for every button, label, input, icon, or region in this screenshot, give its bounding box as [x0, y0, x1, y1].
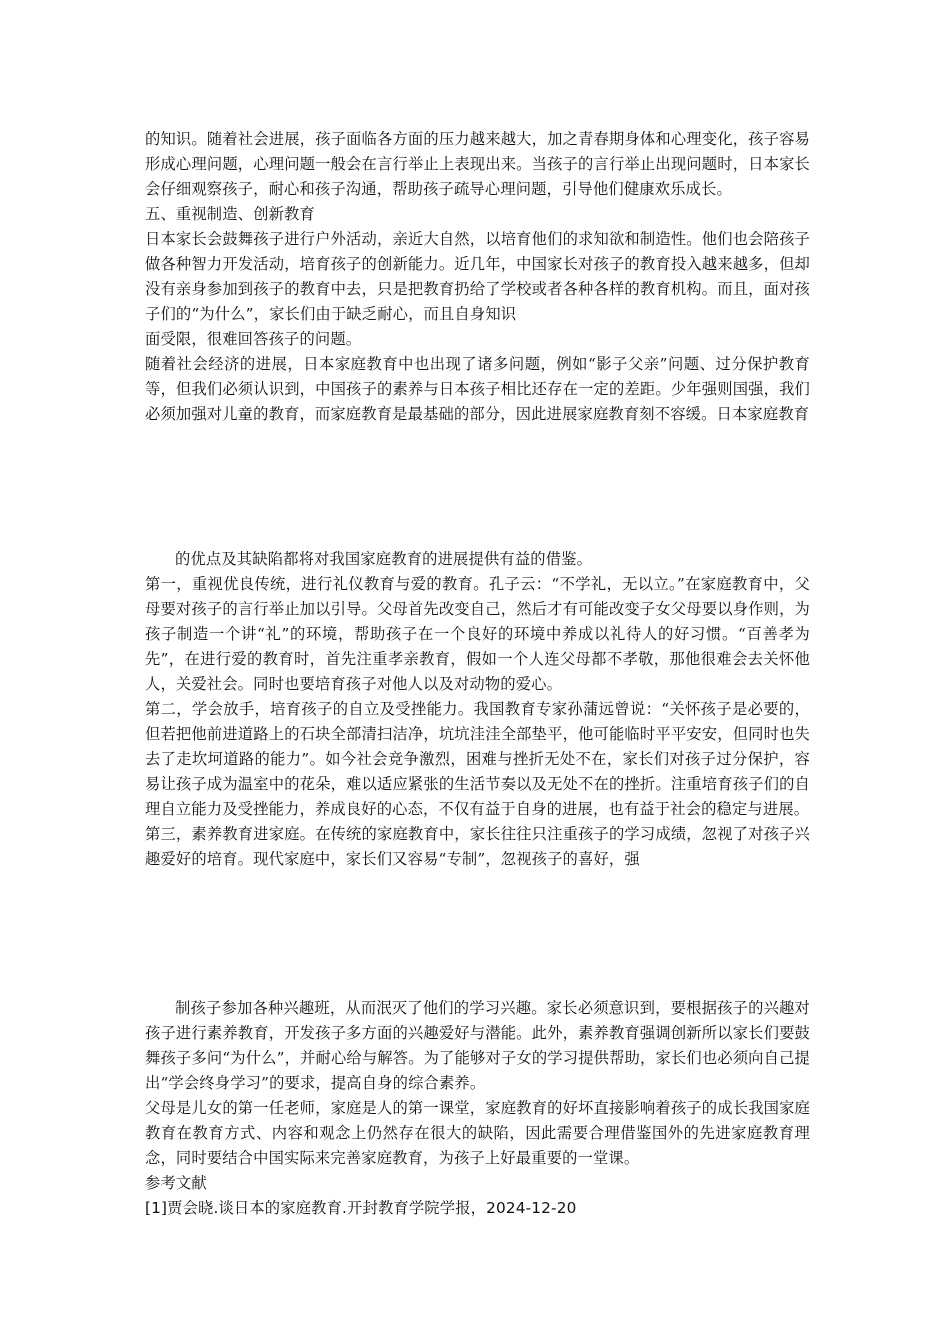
references-heading: 参考文献 — [145, 1174, 207, 1192]
paragraph: 第二，学会放手，培育孩子的自立及受挫能力。我国教育专家孙蒲远曾说：“关怀孩子是必要的，但若把他前进道路上的石块全部清扫洁净，坑坑洼洼全部垫平，他可能临时平平安安，但同时也失去了走坎坷道路的能力”。如今社会竞争激烈，困难与挫折无处不在，家长们对孩子过分保护，容易让孩子成为温室中的花朵，难以适应紧张的生活节奏以及无处不在的挫折。注重培育孩子们的自理自立能力及受挫能力，养成良好的心态，不仅有益于自身的进展，也有益于社会的稳定与进展。 — [145, 700, 810, 818]
paragraph: 父母是儿女的第一任老师，家庭是人的第一课堂，家庭教育的好坏直接影响着孩子的成长我国家庭教育在教育方式、内容和观念上仍然存在很大的缺陷，因此需要合理借鉴国外的先进家庭教育理念，同时要结合中国实际来完善家庭教育，为孩子上好最重要的一堂课。 — [145, 1099, 810, 1167]
reference-item: [1]贾会晓.谈日本的家庭教育.开封教育学院学报，2024-12-20 — [145, 1199, 577, 1217]
paragraph: 日本家长会鼓舞孩子进行户外活动，亲近大自然，以培育他们的求知欲和制造性。他们也会陪孩子做各种智力开发活动，培育孩子的创新能力。近几年，中国家长对孩子的教育投入越来越多，但却没有亲身参加到孩子的教育中去，只是把教育扔给了学校或者各种各样的教育机构。而且，面对孩子们的“为什么”，家长们由于缺乏耐心，而且自身知识 — [145, 230, 810, 323]
paragraph: 第一，重视优良传统，进行礼仪教育与爱的教育。孔子云：“不学礼，无以立。”在家庭教育中，父母要对孩子的言行举止加以引导。父母首先改变自己，然后才有可能改变子女父母要以身作则，为孩子制造一个讲“礼”的环境，帮助孩子在一个良好的环境中养成以礼待人的好习惯。“百善孝为先”，在进行爱的教育时，首先注重孝亲教育，假如一个人连父母都不孝敬，那他很难会去关怀他人，关爱社会。同时也要培育孩子对他人以及对动物的爱心。 — [145, 575, 810, 693]
text-block-2 — [145, 547, 810, 872]
text-block-1 — [145, 127, 810, 427]
paragraph: 的优点及其缺陷都将对我国家庭教育的进展提供有益的借鉴。 — [175, 550, 593, 568]
paragraph: 随着社会经济的进展，日本家庭教育中也出现了诸多问题，例如“影子父亲”问题、过分保护教育等，但我们必须认识到，中国孩子的素养与日本孩子相比还存在一定的差距。少年强则国强，我们必须加强对儿童的教育，而家庭教育是最基础的部分，因此进展家庭教育刻不容缓。日本家庭教育 — [145, 355, 810, 423]
paragraph: 第三，素养教育进家庭。在传统的家庭教育中，家长往往只注重孩子的学习成绩，忽视了对孩子兴趣爱好的培育。现代家庭中，家长们又容易“专制”，忽视孩子的喜好，强 — [145, 825, 810, 868]
paragraph: 制孩子参加各种兴趣班，从而泯灭了他们的学习兴趣。家长必须意识到，要根据孩子的兴趣对孩子进行素养教育，开发孩子多方面的兴趣爱好与潜能。此外，素养教育强调创新所以家长们要鼓舞孩子多问“为什么”，并耐心给与解答。为了能够对子女的学习提供帮助，家长们也必须向自己提出“学会终身学习”的要求，提高自身的综合素养。 — [145, 999, 810, 1092]
paragraph: 的知识。随着社会进展，孩子面临各方面的压力越来越大，加之青春期身体和心理变化，孩子容易形成心理问题，心理问题一般会在言行举止上表现出来。当孩子的言行举止出现问题时，日本家长会仔细观察孩子，耐心和孩子沟通，帮助孩子疏导心理问题，引导他们健康欢乐成长。 — [145, 130, 810, 198]
text-block-3 — [145, 996, 810, 1221]
section-heading: 五、重视制造、创新教育 — [145, 205, 315, 223]
paragraph: 面受限，很难回答孩子的问题。 — [145, 330, 362, 348]
